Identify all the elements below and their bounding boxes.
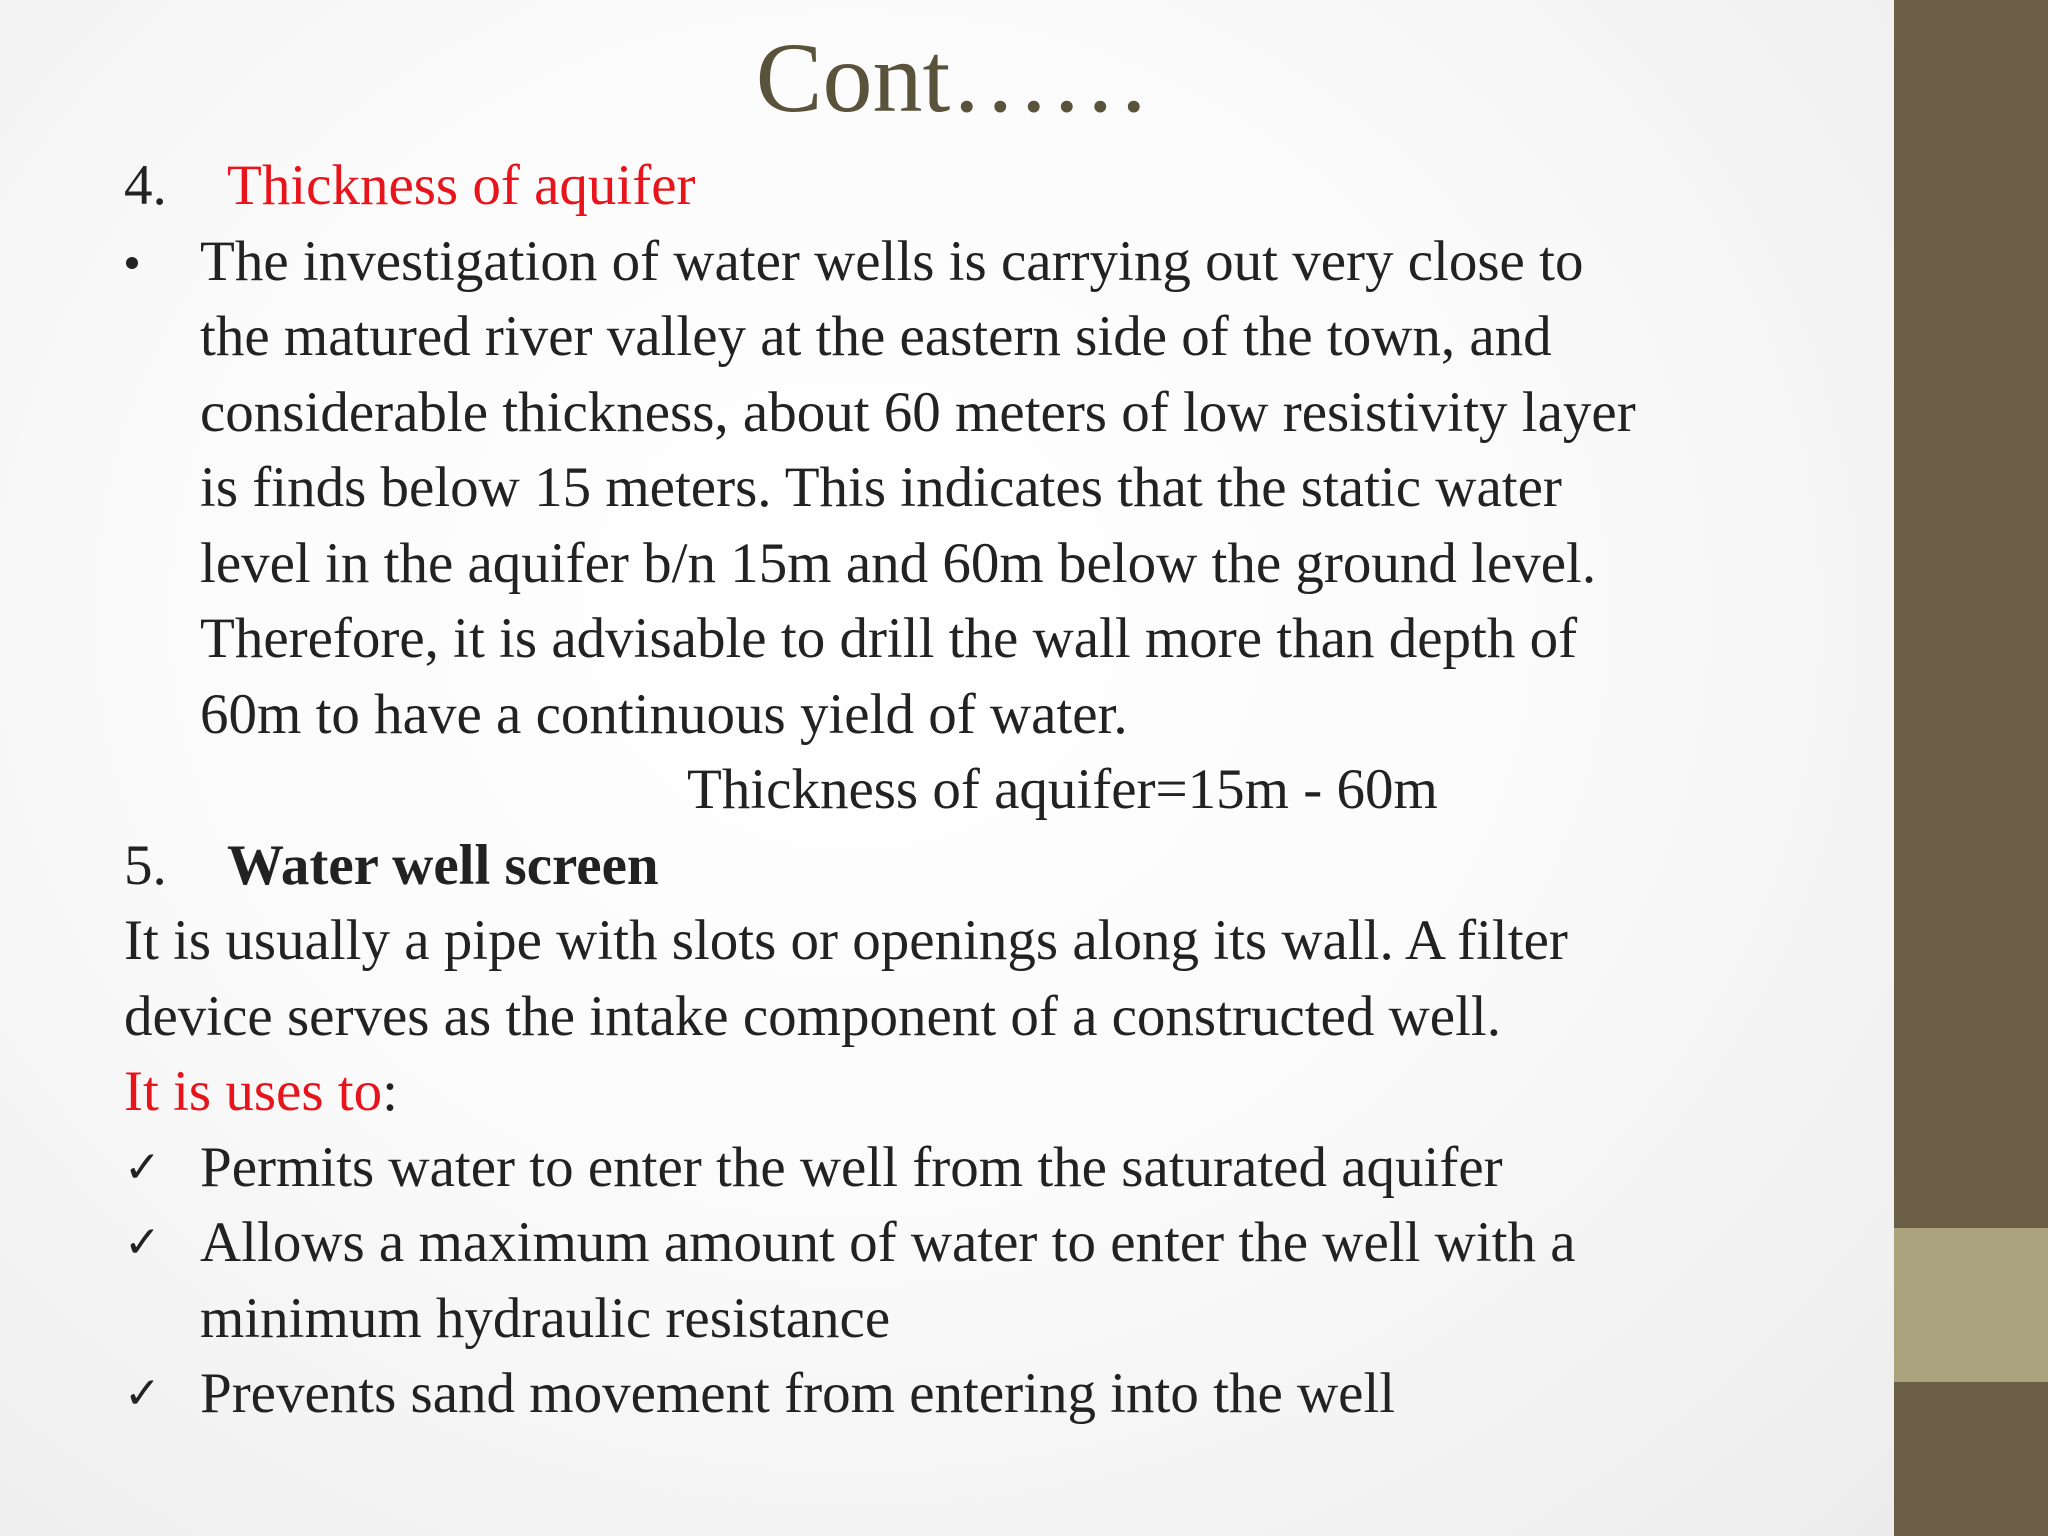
check-mark-icon: ✓: [124, 1368, 161, 1419]
checklist-line: minimum hydraulic resistance: [200, 1286, 891, 1350]
bullet-line: considerable thickness, about 60 meters of low resistivity layer: [200, 380, 1636, 444]
aquifer-thickness-formula: Thickness of aquifer=15m - 60m: [687, 758, 1438, 821]
bullet-line: Therefore, it is advisable to drill the wall more than depth of: [200, 607, 1578, 670]
check-mark-icon: ✓: [124, 1141, 161, 1193]
slide-content: [124, 148, 1884, 1432]
slide-title: Cont……: [755, 22, 1151, 133]
checklist-line: Prevents sand movement from entering into the well: [200, 1362, 1396, 1425]
checklist-item: [124, 1205, 1884, 1356]
checklist-line: Allows a maximum amount of water to enter the well with a: [200, 1211, 1576, 1274]
bullet-line: 60m to have a continuous yield of water.: [200, 682, 1128, 746]
uses-label-text: It is uses to: [124, 1060, 383, 1123]
section-5-number: 5.: [124, 833, 167, 897]
section-4-title: Thickness of aquifer: [227, 154, 696, 217]
description-line: device serves as the intake component of a constructed well.: [124, 984, 1501, 1048]
bullet-dot-icon: [126, 257, 138, 269]
checklist-line: Permits water to enter the well from the saturated aquifer: [200, 1135, 1503, 1199]
sidebar-accent-block: [1894, 1228, 2048, 1382]
bullet-line: is finds below 15 meters. This indicates that the static water: [200, 456, 1562, 519]
checklist-item: [124, 1356, 1884, 1432]
bullet-line: level in the aquifer b/n 15m and 60m below the ground level.: [200, 531, 1597, 595]
section-5-title: Water well screen: [227, 833, 659, 897]
check-mark-icon: ✓: [124, 1217, 161, 1268]
bullet-line: the matured river valley at the eastern side of the town, and: [200, 305, 1552, 368]
section-4-number: 4.: [124, 154, 167, 217]
description-line: It is usually a pipe with slots or openings along its wall. A filter: [124, 909, 1568, 972]
bullet-line: The investigation of water wells is carrying out very close to: [200, 229, 1584, 293]
checklist-item: [124, 1130, 1884, 1206]
section-4-heading: [124, 148, 1884, 224]
section-4-bullet: [124, 224, 1884, 753]
section-5-heading: [124, 828, 1884, 904]
uses-label: [124, 1054, 1884, 1130]
uses-label-colon: :: [382, 1060, 398, 1123]
